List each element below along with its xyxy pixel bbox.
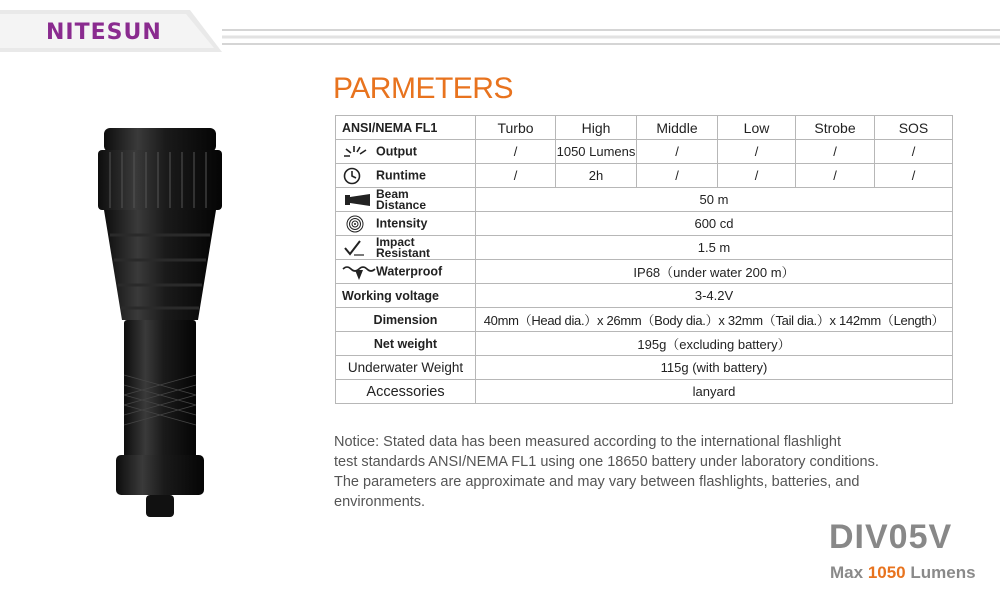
table-row (336, 164, 953, 188)
table-row (336, 332, 953, 356)
table-row (336, 188, 953, 212)
beam-label-1: Beam (376, 187, 409, 201)
runtime-high: 2h (556, 164, 637, 188)
output-sos: / (875, 140, 953, 164)
spec-table (335, 115, 953, 404)
notice-line: Notice: Stated data has been measured according to the international flashlight (334, 434, 842, 450)
output-low: / (718, 140, 796, 164)
waterproof-value: IP68（under water 200 m） (476, 260, 953, 284)
runtime-low: / (718, 164, 796, 188)
netweight-label: Net weight (336, 332, 476, 356)
clock-icon (342, 167, 376, 185)
voltage-label: Working voltage (336, 284, 476, 308)
output-label: Output (376, 143, 417, 158)
impact-icon (342, 239, 376, 257)
table-row (336, 236, 953, 260)
max-lumens (830, 563, 976, 583)
output-icon (342, 144, 376, 160)
table-row (336, 284, 953, 308)
dimension-label: Dimension (336, 308, 476, 332)
header-standard: ANSI/NEMA FL1 (336, 116, 476, 140)
header-low: Low (718, 116, 796, 140)
header-strobe: Strobe (796, 116, 875, 140)
accessories-label: Accessories (336, 380, 476, 404)
notice-text (334, 432, 954, 512)
table-row (336, 260, 953, 284)
runtime-middle: / (637, 164, 718, 188)
accessories-value: lanyard (476, 380, 953, 404)
table-row (336, 380, 953, 404)
table-row (336, 356, 953, 380)
header-sos: SOS (875, 116, 953, 140)
max-prefix: Max (830, 563, 864, 582)
max-value: 1050 (867, 563, 906, 582)
underwater-label: Underwater Weight (336, 356, 476, 380)
impact-label-1: Impact (376, 235, 415, 249)
table-row (336, 140, 953, 164)
header-middle: Middle (637, 116, 718, 140)
dimension-value: 40mm（Head dia.）x 26mm（Body dia.）x 32mm（Tail dia.）x 142mm（Length） (476, 308, 953, 332)
brand-logo: NITESUN (46, 20, 162, 45)
underwater-value: 115g (with battery) (476, 356, 953, 380)
notice-line: The parameters are approximate and may vary between flashlights, batteries, and (334, 474, 860, 490)
notice-line: test standards ANSI/NEMA FL1 using one 18650 battery under laboratory conditions. (334, 454, 879, 470)
header-high: High (556, 116, 637, 140)
runtime-sos: / (875, 164, 953, 188)
impact-value: 1.5 m (476, 236, 953, 260)
runtime-strobe: / (796, 164, 875, 188)
table-row (336, 212, 953, 236)
model-name: DIV05V (829, 518, 953, 556)
table-row (336, 308, 953, 332)
runtime-turbo: / (476, 164, 556, 188)
beam-label-2: Distance (376, 197, 427, 212)
intensity-icon (342, 215, 376, 233)
waterproof-icon (342, 263, 376, 281)
header-turbo: Turbo (476, 116, 556, 140)
voltage-value: 3-4.2V (476, 284, 953, 308)
flashlight-image (90, 120, 240, 530)
output-strobe: / (796, 140, 875, 164)
max-suffix: Lumens (910, 563, 976, 582)
netweight-value: 195g（excluding battery） (476, 332, 953, 356)
output-turbo: / (476, 140, 556, 164)
notice-line: environments. (334, 494, 426, 510)
runtime-label: Runtime (376, 167, 426, 182)
intensity-value: 600 cd (476, 212, 953, 236)
output-high: 1050 Lumens (556, 140, 637, 164)
beam-value: 50 m (476, 188, 953, 212)
beam-icon (342, 192, 376, 208)
page-title: PARMETERS (333, 72, 513, 105)
output-middle: / (637, 140, 718, 164)
impact-label-2: Resistant (376, 245, 431, 260)
table-header-row (336, 116, 953, 140)
intensity-label: Intensity (376, 215, 428, 230)
waterproof-label: Waterproof (376, 263, 443, 278)
